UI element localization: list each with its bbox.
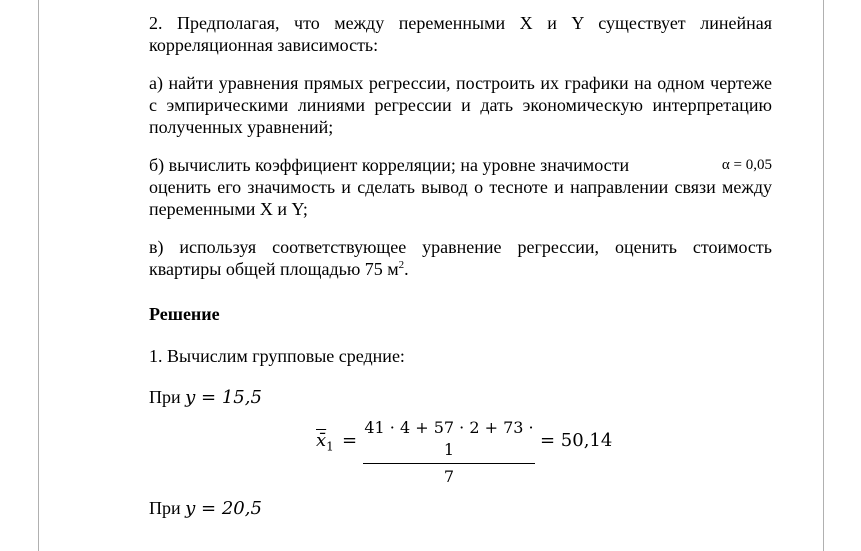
case-1 xyxy=(149,386,772,409)
formula-fraction xyxy=(363,417,535,487)
formula-lhs-symbol: x̄ xyxy=(316,430,327,451)
task-intro: 2. Предполагая, что между переменными X и Y существует линейная корреляционная зависимость: xyxy=(149,13,772,55)
solution-step-1: 1. Вычислим групповые средние: xyxy=(149,346,405,366)
task-item-v-sup: 2 xyxy=(398,259,405,271)
formula-group-mean-1 xyxy=(149,417,772,486)
task-item-b xyxy=(149,154,772,220)
case-2-value: y = 20,5 xyxy=(185,498,262,519)
task-item-v xyxy=(149,236,772,280)
formula-result: = 50,14 xyxy=(540,430,613,451)
formula-equals: = xyxy=(342,430,358,451)
task-item-a: а) найти уравнения прямых регрессии, построить их графики на одном чертеже с эмпирическими линиями регрессии и дать экономическую интерпретацию полученных уравнений; xyxy=(149,73,772,137)
task-item-b-start: б) вычислить коэффициент корреляции; на уровне значимости xyxy=(149,155,630,175)
case-1-value: y = 15,5 xyxy=(185,387,262,408)
page-border-left xyxy=(38,0,39,551)
task-item-v-text: в) используя соответствующее уравнение регрессии, оценить стоимость квартиры общей площадью 75 м xyxy=(149,237,772,279)
document-content xyxy=(149,12,772,520)
case-1-label: При xyxy=(149,387,181,407)
task-item-b-end: оценить его значимость и сделать вывод о тесноте и направлении связи между переменными X и Y; xyxy=(149,177,772,219)
formula-numerator: 41 · 4 + 57 · 2 + 73 · 1 xyxy=(364,418,534,459)
page-border-right xyxy=(823,0,824,551)
formula-fraction-bar xyxy=(363,463,535,464)
task-item-v-tail: . xyxy=(404,259,409,279)
case-2 xyxy=(149,497,772,520)
formula-denominator: 7 xyxy=(443,467,455,486)
formula-lhs xyxy=(316,430,334,458)
formula-lhs-sub: 1 xyxy=(326,439,334,454)
significance-level: α = 0,05 xyxy=(721,157,772,173)
case-2-label: При xyxy=(149,498,181,518)
solution-heading: Решение xyxy=(149,304,220,324)
